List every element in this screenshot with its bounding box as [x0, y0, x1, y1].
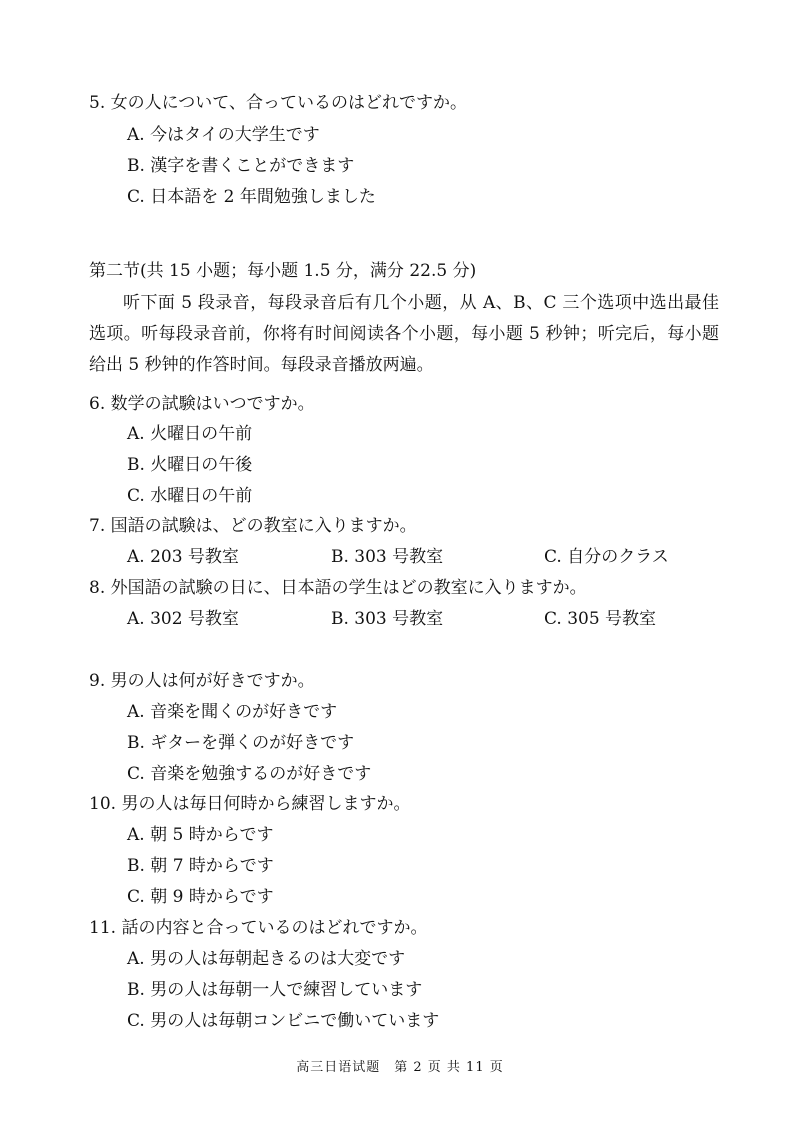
q7-stem: 7. 国語の試験は、どの教室に入りますか。	[89, 516, 417, 536]
q8-option-b: B. 303 号教室	[331, 609, 444, 629]
section-heading: 第二节(共 15 小题；每小题 1.5 分，满分 22.5 分)	[89, 261, 477, 281]
q6-option-b: B. 火曜日の午後	[127, 455, 253, 475]
q8-option-a: A. 302 号教室	[127, 609, 239, 629]
q9-stem: 9. 男の人は何が好きですか。	[89, 671, 315, 691]
q6-option-a: A. 火曜日の午前	[127, 424, 253, 444]
q8-stem: 8. 外国語の試験の日に、日本語の学生はどの教室に入りますか。	[89, 578, 587, 598]
q9-option-a: A. 音楽を聞くのが好きです	[127, 702, 338, 722]
q6-option-c: C. 水曜日の午前	[127, 486, 253, 506]
q5-option-a: A. 今はタイの大学生です	[127, 125, 320, 145]
q10-stem: 10. 男の人は毎日何時から練習しますか。	[89, 794, 411, 814]
q5-option-b: B. 漢字を書くことができます	[127, 156, 355, 176]
page-footer: 高三日语试题 第 2 页 共 11 页	[296, 1060, 504, 1075]
q5-option-c: C. 日本語を 2 年間勉強しました	[127, 187, 376, 207]
q10-option-a: A. 朝 5 時からです	[127, 825, 274, 845]
q7-option-b: B. 303 号教室	[331, 547, 444, 567]
q11-option-a: A. 男の人は毎朝起きるのは大変です	[127, 949, 406, 969]
q8-option-c: C. 305 号教室	[544, 609, 657, 629]
q5-stem: 5. 女の人について、合っているのはどれですか。	[89, 93, 467, 113]
section-instructions: 听下面 5 段录音，每段录音后有几个小题，从 A、B、C 三个选项中选出最佳选项。听每段录音前，你将有时间阅读各个小题，每小题 5 秒钟；听完后，每小题给出 5 秒钟的作答时间。每段录音播放两遍。	[89, 293, 719, 375]
q9-option-b: B. ギターを弾くのが好きです	[127, 733, 355, 753]
q6-stem: 6. 数学の試験はいつですか。	[89, 394, 315, 414]
q9-option-c: C. 音楽を勉強するのが好きです	[127, 764, 372, 784]
q7-option-a: A. 203 号教室	[127, 547, 239, 567]
q10-option-c: C. 朝 9 時からです	[127, 887, 274, 907]
q10-option-b: B. 朝 7 時からです	[127, 856, 274, 876]
q11-option-b: B. 男の人は毎朝一人で練習しています	[127, 980, 423, 1000]
q11-stem: 11. 話の内容と合っているのはどれですか。	[89, 918, 428, 938]
q7-option-c: C. 自分のクラス	[544, 547, 669, 567]
q11-option-c: C. 男の人は毎朝コンビニで働いています	[127, 1011, 440, 1031]
